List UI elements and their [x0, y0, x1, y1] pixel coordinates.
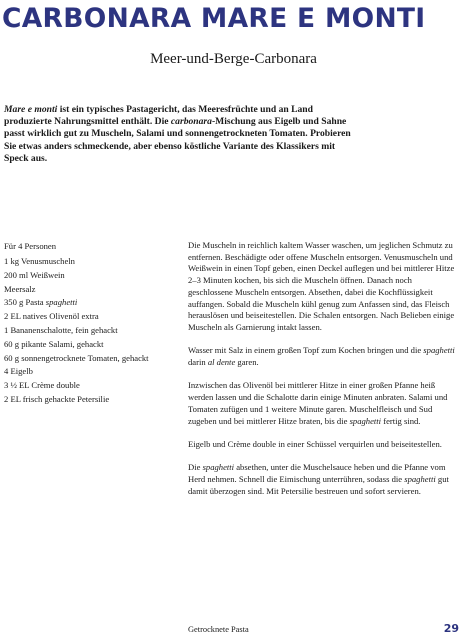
ingredient-item: 200 ml Weißwein — [4, 269, 65, 280]
ingredient-item: 3 ½ EL Crème double — [4, 380, 80, 391]
ingredient-item: 2 EL frisch gehackte Petersilie — [4, 393, 110, 404]
method-text: garen. — [235, 357, 259, 368]
method-text: absethen, unter die Muschelsauce heben und die Pfanne vom Herd nehmen. Schnell die Eimischung unterrühren, sodass die — [188, 462, 446, 484]
ingredient-item: 1 kg Venusmuscheln — [4, 256, 75, 266]
method-italic: spaghetti — [202, 462, 235, 473]
footer-section-label: Getrocknete Pasta — [188, 625, 249, 634]
method-step-1: Die Muscheln in reichlich kaltem Wasser waschen, um jeglichen Schmutz zu entfernen. Beschädigte oder offene Muscheln entsorgen. Venusmuscheln und Weißwein in einen Topf geben, einen Deckel auflegen und bei mittlerer Hitze 2–3 Minuten kochen, bis sich die Muscheln öffnen. Danach noch geschlossene Muscheln entsorgen. Absethen, dabei die Kochflüssigkeit auffangen. Sobald die Muscheln kühl genug zum Anfassen sind, das Fleisch herauslösen und beiseitestellen. Die Schalen entsorgen. Nach Belieben einige Muscheln als Garnierung intakt lassen. — [188, 240, 455, 332]
page-subtitle: Meer-und-Berge-Carbonara — [150, 51, 317, 67]
method-italic: spaghetti — [404, 474, 436, 484]
ingredient-item: 60 g pikante Salami, gehackt — [4, 338, 104, 349]
method-text: gut damit überzogen sind. Mit Petersilie bestreuen und sofort servieren. — [188, 474, 449, 496]
intro-text-1: ist ein typisches Pastagericht, das Meeresfrüchte und an Land produzierte Nahrungsmittel enthält. Die — [4, 104, 313, 128]
ingredient-item: Meersalz — [4, 283, 36, 294]
ingredient-list — [4, 255, 182, 407]
servings-label: Für 4 Personen — [4, 241, 57, 251]
method-step-5 — [188, 462, 456, 497]
ingredient-item: 60 g sonnengetrocknete Tomaten, gehackt — [4, 352, 149, 363]
ingredients-section — [4, 240, 182, 407]
method-italic: al dente — [207, 357, 236, 368]
ingredient-item: 4 Eigelb — [4, 366, 33, 377]
method-text: darin — [188, 357, 208, 368]
method-italic: spaghetti — [423, 345, 455, 356]
intro-paragraph — [4, 104, 356, 165]
method-text: fertig sind. — [381, 415, 421, 426]
intro-italic-dish-name: Mare e monti — [4, 104, 58, 115]
ingredient-item: 2 EL natives Olivenöl extra — [4, 311, 99, 322]
ingredient-item — [4, 296, 182, 310]
ingredient-item: 1 Bananenschalotte, fein gehackt — [4, 324, 118, 335]
method-step-3 — [188, 380, 456, 427]
method-text: Inzwischen das Olivenöl bei mittlerer Hitze in einer großen Pfanne heiß werden lassen und die Schalotte darin einige Minuten anbraten. Salami und Tomaten zufügen und 1 weitere Minute garen. Muschelfleisch und Sud zugeben und bei mittlerer Hitze braten, bis die — [188, 380, 448, 426]
method-section — [188, 240, 456, 509]
method-step-4: Eigelb und Crème double in einer Schüssel verquirlen und beiseitestellen. — [188, 438, 442, 449]
method-text: Wasser mit Salz in einem großen Topf zum Kochen bringen und die — [188, 345, 424, 356]
page-title: CARBONARA MARE E MONTI — [2, 3, 426, 34]
ingredient-item-italic: spaghetti — [45, 297, 78, 308]
page-number: 29 — [443, 622, 459, 635]
ingredient-item-text: 350 g Pasta — [4, 297, 46, 308]
method-step-2 — [188, 345, 456, 368]
intro-text-2: -Mischung aus Eigelb und Sahne passt wirklich gut zu Muscheln, Salami und sonnengetrockneten Tomaten. Probieren Sie etwas anders schmeckende, aber ebenso köstliche Variante des Klassikers mit Speck aus. — [4, 116, 351, 164]
method-italic: spaghetti — [349, 415, 382, 426]
method-text: Die — [188, 462, 203, 473]
intro-italic-carbonara: carbonara — [170, 116, 212, 128]
